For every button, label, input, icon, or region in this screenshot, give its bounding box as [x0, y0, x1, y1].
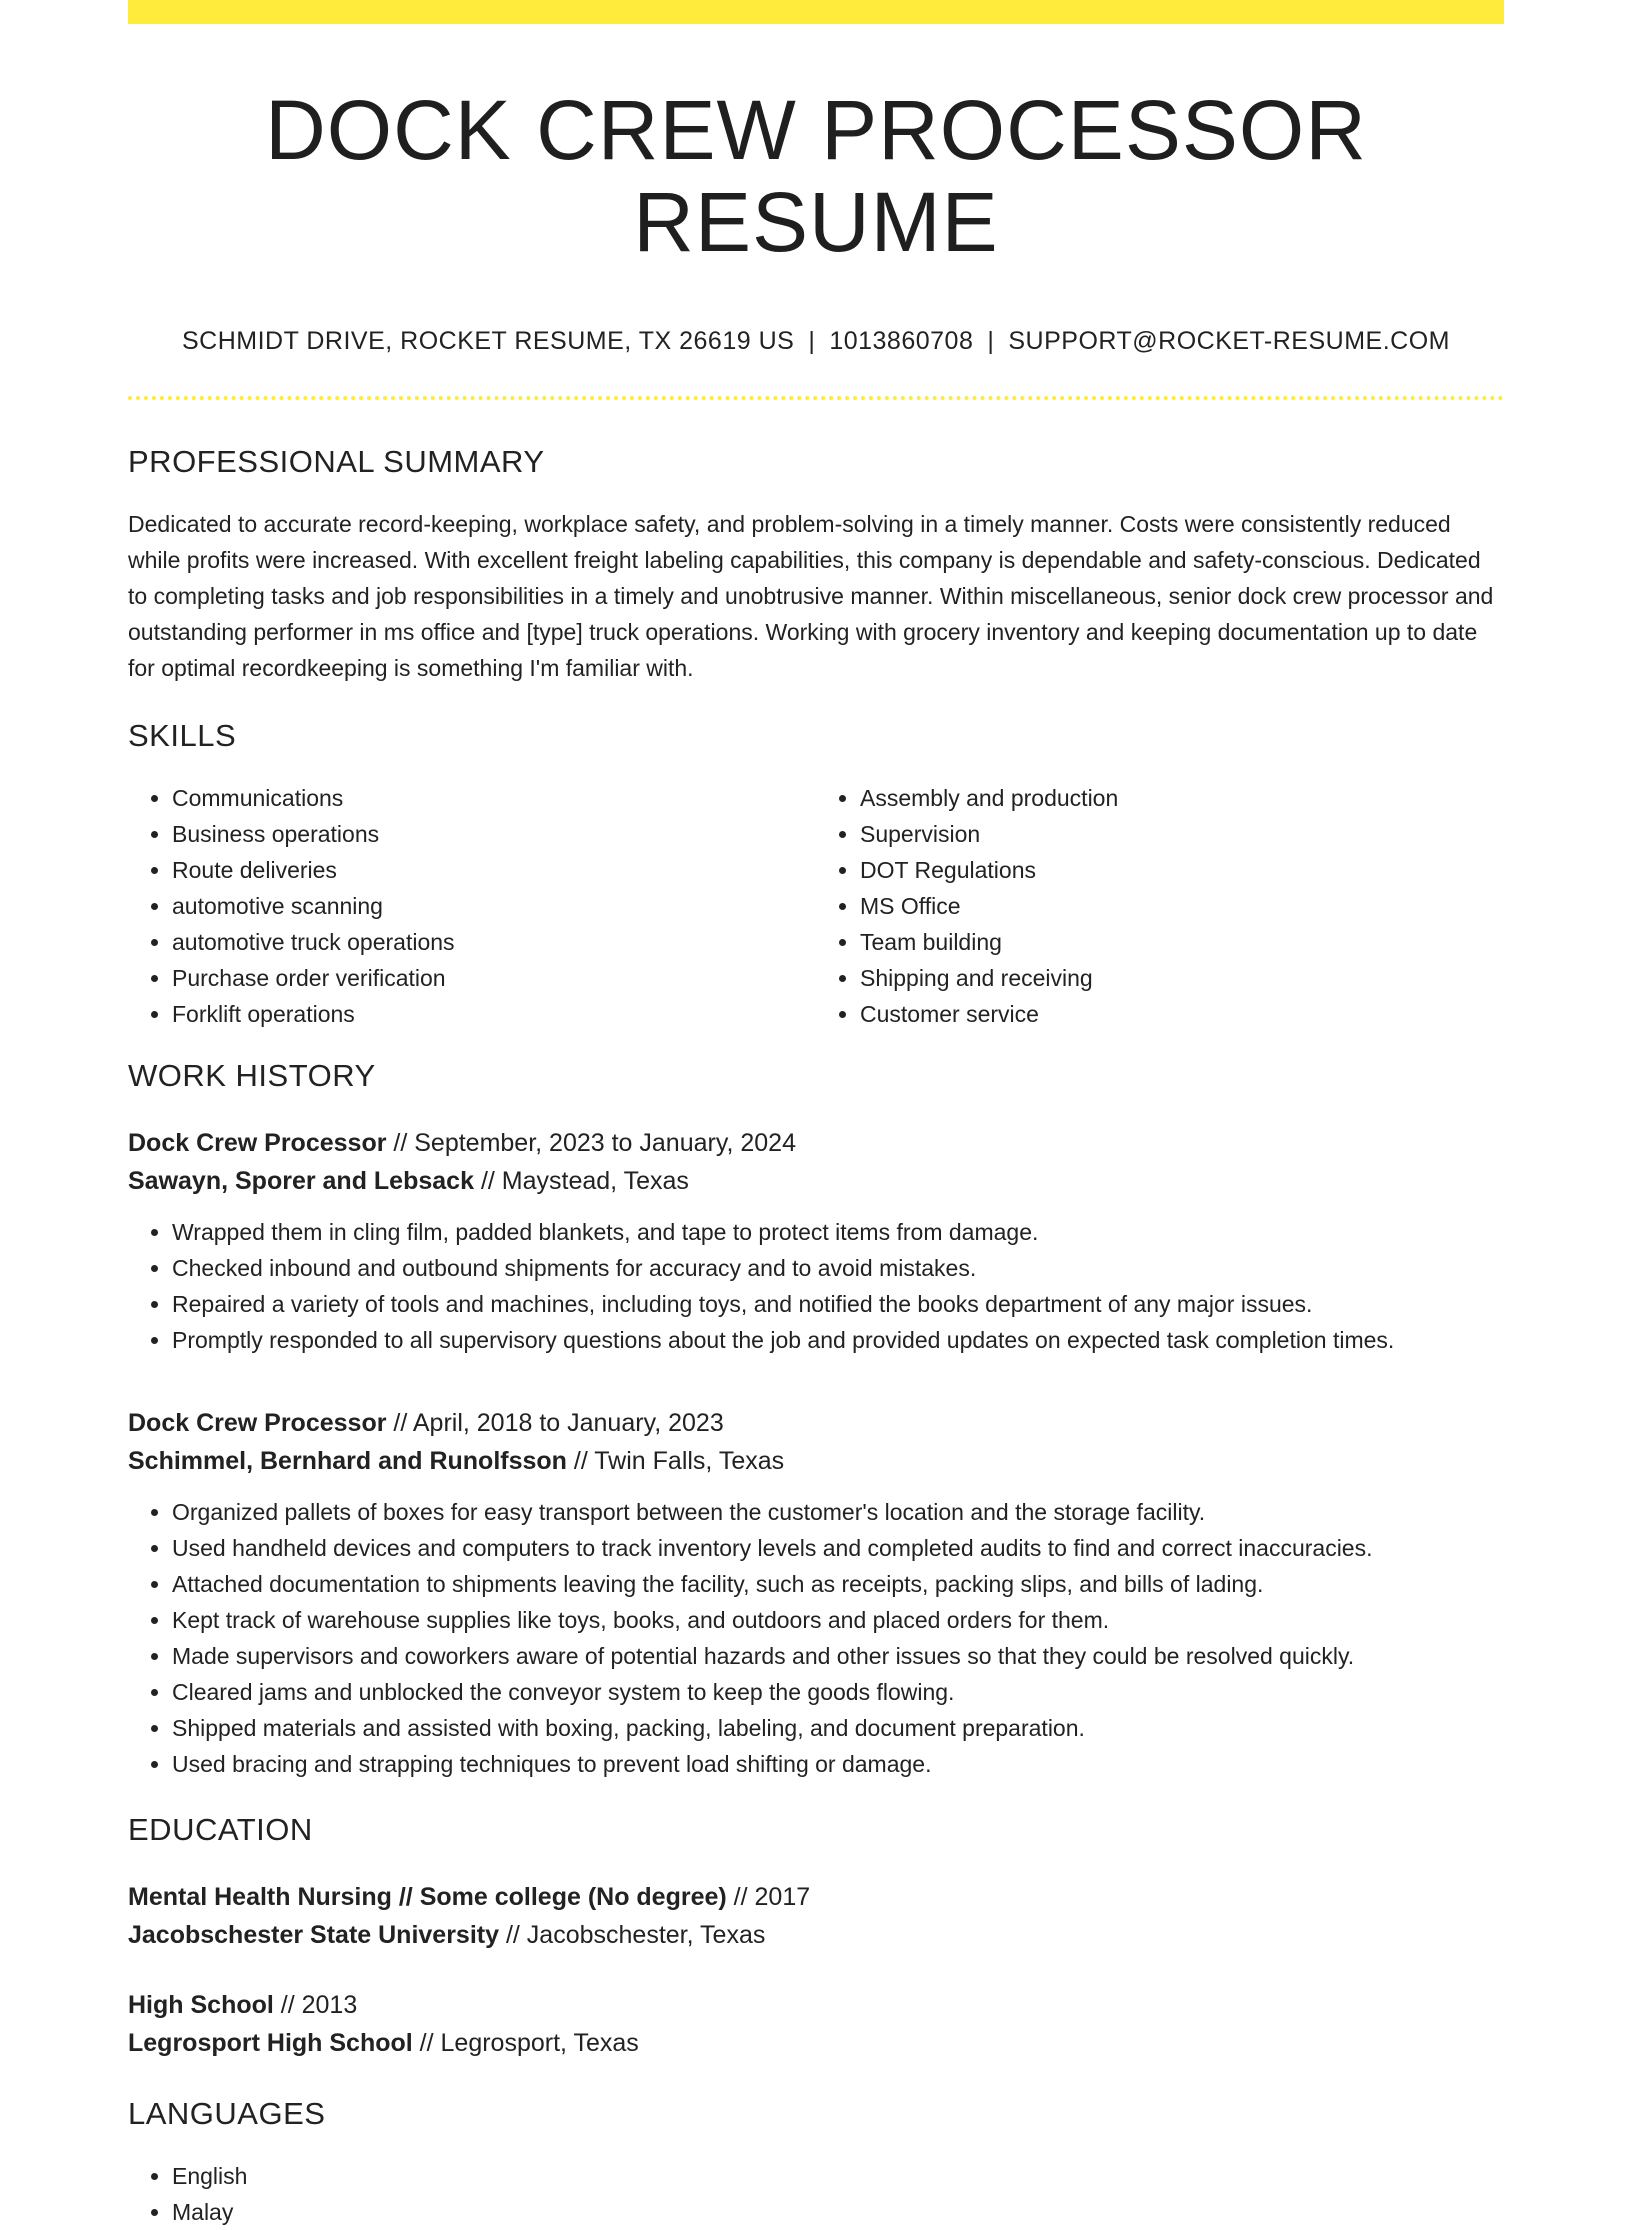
skill-item: • automotive scanning: [172, 888, 816, 924]
skill-item: • Supervision: [860, 816, 1504, 852]
job-role-line: [128, 1124, 1504, 1162]
job-company: Schimmel, Bernhard and Runolfsson: [128, 1446, 567, 1475]
job-bullets: [128, 1494, 1504, 1782]
job-bullet: • Made supervisors and coworkers aware of potential hazards and other issues so that they could be resolved quickly.: [172, 1638, 1504, 1674]
contact-separator: |: [987, 326, 995, 355]
education-school-line: [128, 1916, 1504, 1954]
job-bullet: • Used bracing and strapping techniques to prevent load shifting or damage.: [172, 1746, 1504, 1782]
resume-page: [128, 0, 1504, 2230]
education-school-line: [128, 2024, 1504, 2062]
education-heading: EDUCATION: [128, 1811, 313, 1847]
education-degree-line: [128, 1986, 1504, 2024]
education-entry: [128, 1878, 1504, 1954]
resume-title: DOCK CREW PROCESSOR RESUME: [265, 83, 1367, 270]
education-school: Jacobschester State University: [128, 1920, 500, 1949]
skill-item: • Forklift operations: [172, 996, 816, 1032]
job-company-line: [128, 1162, 1504, 1200]
job-entry: [128, 1124, 1504, 1358]
language-item: • Malay: [172, 2194, 1504, 2230]
contact-line: [128, 327, 1504, 356]
skill-item: • Shipping and receiving: [860, 960, 1504, 996]
education-school: Legrosport High School: [128, 2028, 413, 2057]
job-dates: // April, 2018 to January, 2023: [393, 1408, 724, 1437]
education-degree: Mental Health Nursing // Some college (No degree): [128, 1882, 727, 1911]
skills-column-left: [128, 780, 816, 1032]
job-bullet: • Repaired a variety of tools and machines, including toys, and notified the books department of any major issues.: [172, 1286, 1504, 1322]
job-bullet: • Cleared jams and unblocked the conveyor system to keep the goods flowing.: [172, 1674, 1504, 1710]
skill-item: • DOT Regulations: [860, 852, 1504, 888]
work-history-heading: WORK HISTORY: [128, 1057, 376, 1093]
skill-item: • Assembly and production: [860, 780, 1504, 816]
contact-address: SCHMIDT DRIVE, ROCKET RESUME, TX 26619 US: [181, 326, 795, 355]
job-role: Dock Crew Processor: [128, 1408, 387, 1437]
skill-item: • automotive truck operations: [172, 924, 816, 960]
job-location: // Twin Falls, Texas: [573, 1446, 785, 1475]
education-location: // Legrosport, Texas: [419, 2028, 639, 2057]
job-bullet: • Kept track of warehouse supplies like toys, books, and outdoors and placed orders for them.: [172, 1602, 1504, 1638]
skill-item: • Route deliveries: [172, 852, 816, 888]
languages-list: [128, 2158, 1504, 2230]
skill-item: • MS Office: [860, 888, 1504, 924]
summary-heading: PROFESSIONAL SUMMARY: [128, 443, 545, 479]
job-bullet: • Checked inbound and outbound shipments for accuracy and to avoid mistakes.: [172, 1250, 1504, 1286]
job-bullets: [128, 1214, 1504, 1358]
dotted-divider: [128, 396, 1504, 400]
education-location: // Jacobschester, Texas: [505, 1920, 766, 1949]
education-entry: [128, 1986, 1504, 2062]
skills-grid: [128, 780, 1504, 1032]
skill-item: • Purchase order verification: [172, 960, 816, 996]
education-degree-line: [128, 1878, 1504, 1916]
job-bullet: • Used handheld devices and computers to track inventory levels and completed audits to find and correct inaccuracies.: [172, 1530, 1504, 1566]
job-bullet: • Organized pallets of boxes for easy transport between the customer's location and the storage facility.: [172, 1494, 1504, 1530]
education-year: // 2017: [733, 1882, 811, 1911]
accent-bar: [128, 0, 1504, 24]
skills-column-right: [816, 780, 1504, 1032]
contact-phone: 1013860708: [829, 326, 974, 355]
skill-item: • Business operations: [172, 816, 816, 852]
summary-text: Dedicated to accurate record-keeping, workplace safety, and problem-solving in a timely manner. Costs were consistently reduced while profits were increased. With excellent freight labeling capabilities, this company is dependable and safety-conscious. Dedicated to completing tasks and job responsibilities in a timely and unobtrusive manner. Within miscellaneous, senior dock crew processor and outstanding performer in ms office and [type] truck operations. Working with grocery inventory and keeping documentation up to date for optimal recordkeeping is something I'm familiar with.: [128, 510, 1494, 681]
job-role: Dock Crew Processor: [128, 1128, 387, 1157]
education-year: // 2013: [280, 1990, 358, 2019]
job-company-line: [128, 1442, 1504, 1480]
contact-email: SUPPORT@ROCKET-RESUME.COM: [1008, 326, 1450, 355]
skill-item: • Customer service: [860, 996, 1504, 1032]
language-item: • English: [172, 2158, 1504, 2194]
skills-heading: SKILLS: [128, 717, 237, 753]
contact-separator: |: [808, 326, 816, 355]
job-bullet: • Attached documentation to shipments leaving the facility, such as receipts, packing slips, and bills of lading.: [172, 1566, 1504, 1602]
education-degree: High School: [128, 1990, 274, 2019]
job-bullet: • Wrapped them in cling film, padded blankets, and tape to protect items from damage.: [172, 1214, 1504, 1250]
skill-item: • Team building: [860, 924, 1504, 960]
job-dates: // September, 2023 to January, 2024: [393, 1128, 796, 1157]
languages-heading: LANGUAGES: [128, 2095, 326, 2131]
job-bullet: • Shipped materials and assisted with boxing, packing, labeling, and document preparation.: [172, 1710, 1504, 1746]
job-role-line: [128, 1404, 1504, 1442]
job-company: Sawayn, Sporer and Lebsack: [128, 1166, 474, 1195]
skill-item: • Communications: [172, 780, 816, 816]
job-location: // Maystead, Texas: [480, 1166, 689, 1195]
job-bullet: • Promptly responded to all supervisory questions about the job and provided updates on expected task completion times.: [172, 1322, 1504, 1358]
job-entry: [128, 1404, 1504, 1782]
